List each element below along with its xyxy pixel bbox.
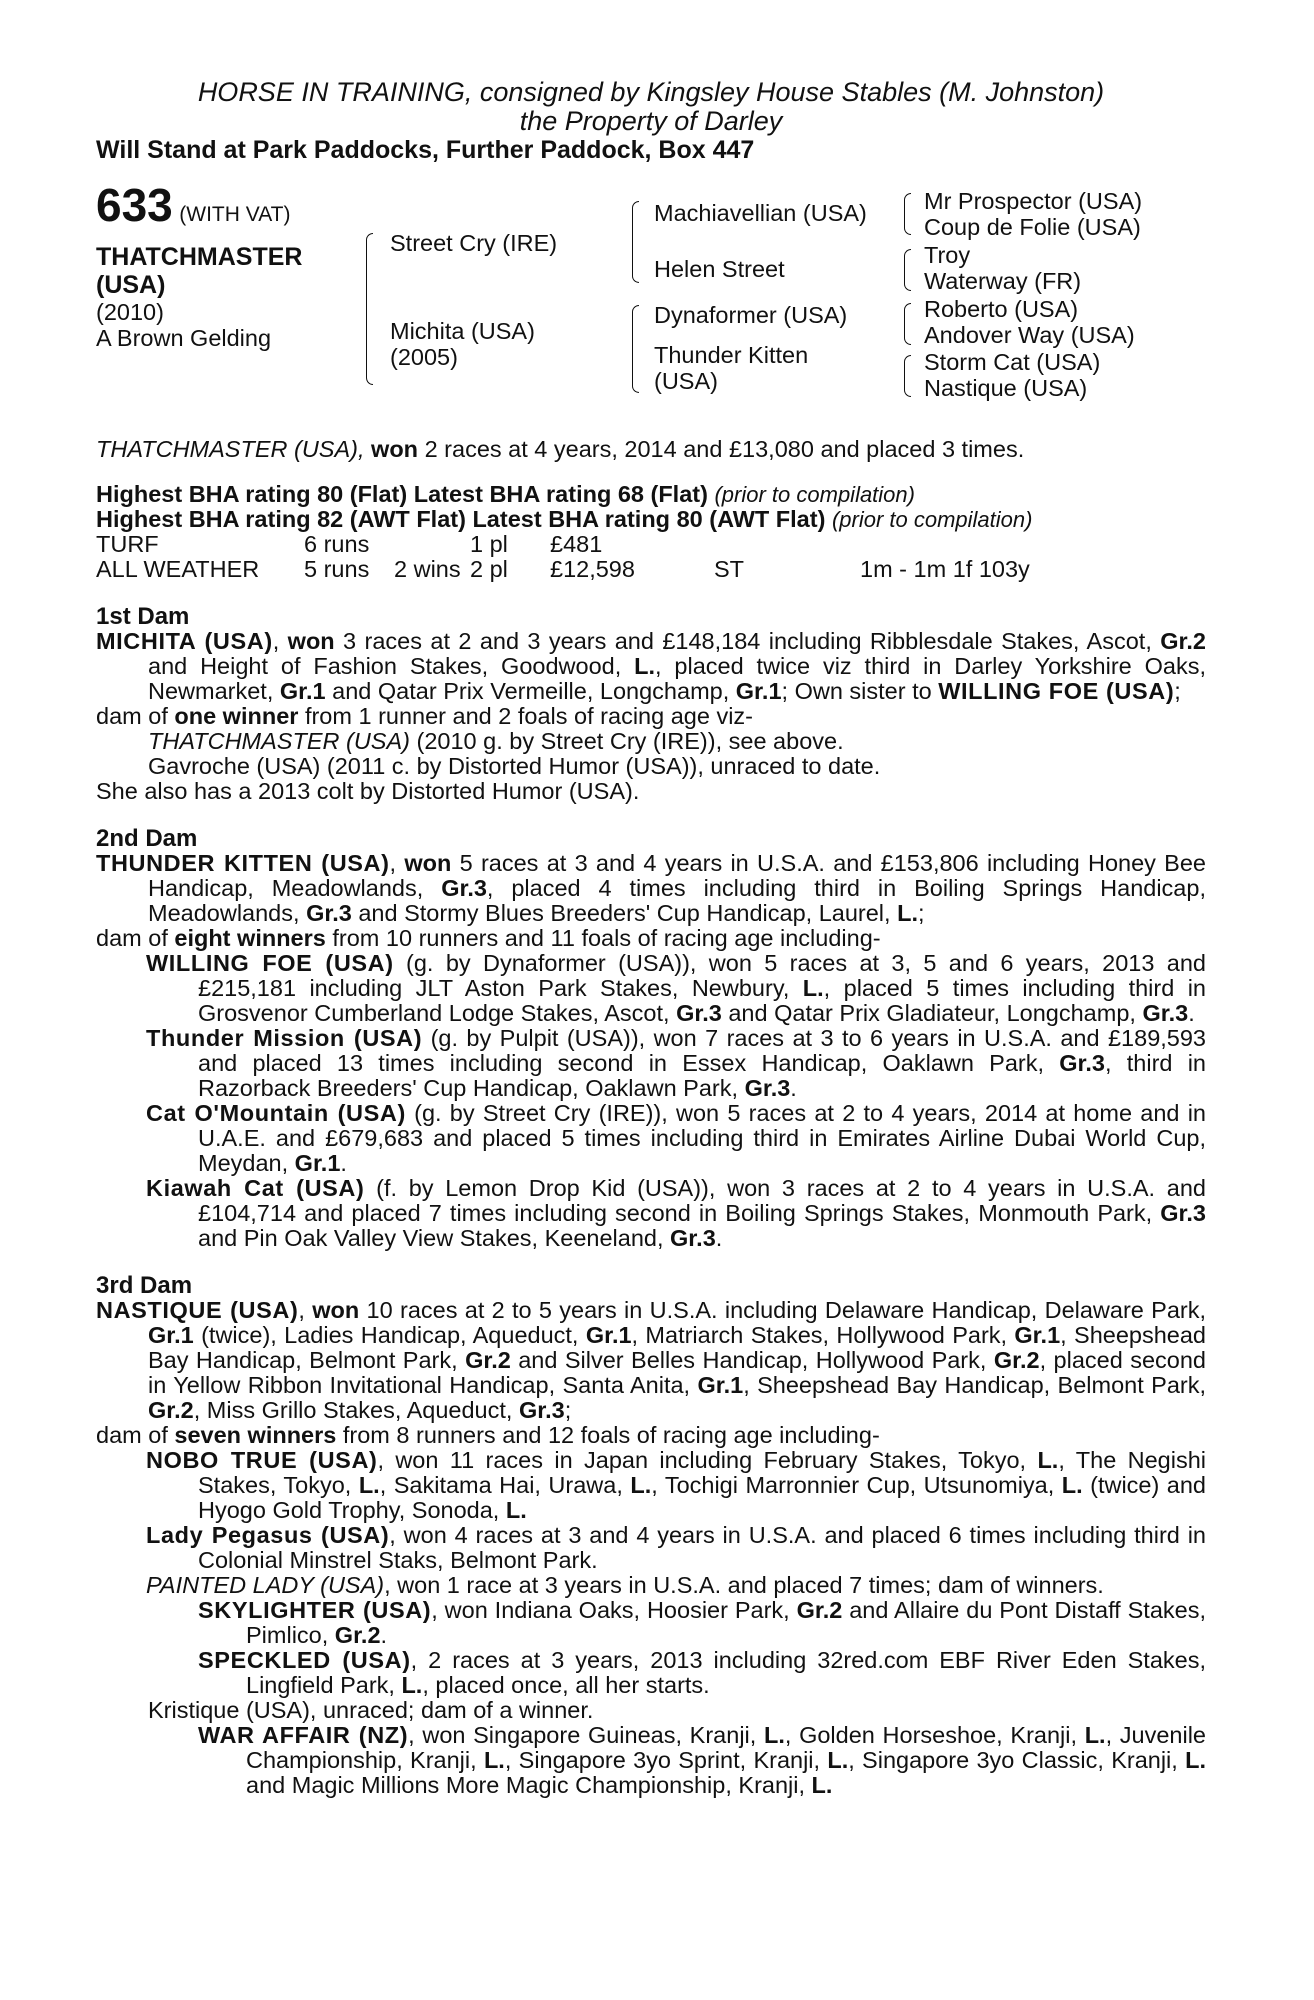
- horse-name-country: (USA): [96, 271, 166, 299]
- sire: Street Cry (IRE): [390, 230, 558, 256]
- foaling-year: (2010): [96, 299, 164, 325]
- third-dam-heading: 3rd Dam: [96, 1272, 193, 1299]
- catalogue-page: [96, 78, 1206, 1798]
- horse-description: A Brown Gelding: [96, 325, 272, 351]
- third-dam-text: NASTIQUE (USA), won 10 races at 2 to 5 years in U.S.A. including Delaware Handicap, Delaware Park, Gr.1 (twice), Ladies Handicap, Aqueduct, Gr.1, Matriarch Stakes, Hollywood Park, Gr.1, Sheepshead Bay Handicap, Belmont Park, Gr.2 and Silver Belles Handicap, Hollywood Park, Gr.2, placed second in Yellow Ribbon Invitational Handicap, Santa Anita, Gr.1, Sheepshead Bay Handicap, Belmont Park, Gr.2, Miss Grillo Stakes, Aqueduct, Gr.3;: [96, 1297, 1207, 1423]
- sire-dam-dam: Waterway (FR): [924, 268, 1082, 294]
- sire-sire-sire: Mr Prospector (USA): [924, 188, 1143, 214]
- first-dam-heading: 1st Dam: [96, 603, 190, 630]
- dam: Michita (USA): [390, 318, 535, 344]
- second-dam-produce-3: Cat O'Mountain (USA) (g. by Street Cry (IRE)), won 5 races at 2 to 4 years, 2014 at home and in U.A.E. and £679,683 and placed 5 times including third in Emirates Airline Dubai World Cup, Meydan, Gr.1.: [146, 1100, 1207, 1176]
- second-dam-heading: 2nd Dam: [96, 825, 198, 852]
- third-dam-grandproduce-2: SPECKLED (USA), 2 races at 3 years, 2013 including 32red.com EBF River Eden Stakes, Lingfield Park, L., placed once, all her starts.: [198, 1647, 1206, 1698]
- third-dam-grandproduce-1: SKYLIGHTER (USA), won Indiana Oaks, Hoosier Park, Gr.2 and Allaire du Pont Distaff Stakes, Pimlico, Gr.2.: [198, 1597, 1206, 1648]
- dam-dam-country: (USA): [654, 368, 718, 394]
- summary-text: 2 races at 4 years, 2014 and £13,080 and placed 3 times.: [424, 436, 1025, 462]
- ratings: [96, 482, 1206, 582]
- rating-awt: Highest BHA rating 82 (AWT Flat) Latest BHA rating 80 (AWT Flat) (prior to compilation): [96, 506, 1033, 532]
- sire-dam: Helen Street: [654, 256, 785, 282]
- pedigree-block: [96, 179, 1206, 423]
- stand-location: Will Stand at Park Paddocks, Further Paddock, Box 447: [96, 136, 755, 164]
- third-dam-produce-3: PAINTED LADY (USA), won 1 race at 3 years in U.S.A. and placed 7 times; dam of winners.: [146, 1572, 1104, 1598]
- second-dam-text: THUNDER KITTEN (USA), won 5 races at 3 and 4 years in U.S.A. and £153,806 including Honey Bee Handicap, Meadowlands, Gr.3, placed 4 times including third in Boiling Springs Handicap, Meadowlands, Gr.3 and Stormy Blues Breeders' Cup Handicap, Laurel, L.;: [96, 850, 1206, 926]
- property-line: the Property of Darley: [519, 106, 783, 136]
- consignor-line: HORSE IN TRAINING, consigned by Kingsley House Stables (M. Johnston): [197, 77, 1105, 107]
- first-dam-produce-2: Gavroche (USA) (2011 c. by Distorted Humor (USA)), unraced to date.: [148, 753, 881, 779]
- brace-ds: [904, 303, 911, 345]
- third-dam-produce-intro: dam of seven winners from 8 runners and 12 foals of racing age including-: [96, 1422, 880, 1448]
- vat-label: (WITH VAT): [179, 203, 291, 226]
- brace-sire-line: [632, 201, 639, 283]
- horse-name: THATCHMASTER: [96, 243, 303, 271]
- sire-sire-dam: Coup de Folie (USA): [924, 214, 1141, 240]
- summary-horse: THATCHMASTER (USA),: [96, 436, 365, 462]
- dam-sire: Dynaformer (USA): [654, 302, 848, 328]
- second-dam-produce-intro: dam of eight winners from 10 runners and 11 foals of racing age including-: [96, 925, 881, 951]
- third-dam-produce-1: NOBO TRUE (USA), won 11 races in Japan including February Stakes, Tokyo, L., The Negishi Stakes, Tokyo, L., Sakitama Hai, Urawa, L., Tochigi Marronnier Cup, Utsunomiya, L. (twice) and Hyogo Gold Trophy, Sonoda, L.: [146, 1447, 1206, 1523]
- brace-sd: [904, 249, 911, 291]
- brace-gen1: [366, 233, 373, 385]
- first-dam-note: She also has a 2013 colt by Distorted Humor (USA).: [96, 778, 640, 804]
- dam-year: (2005): [390, 344, 458, 370]
- rating-flat: Highest BHA rating 80 (Flat) Latest BHA rating 68 (Flat) (prior to compilation): [96, 481, 915, 507]
- first-dam-produce-1: THATCHMASTER (USA) (2010 g. by Street Cry (IRE)), see above.: [148, 728, 844, 754]
- third-dam-grandproduce-3: WAR AFFAIR (NZ), won Singapore Guineas, Kranji, L., Golden Horseshoe, Kranji, L., Juvenile Championship, Kranji, L., Singapore 3yo Sprint, Kranji, L., Singapore 3yo Classic, Kranji, L. and Magic Millions More Magic Championship, Kranji, L.: [198, 1722, 1207, 1798]
- second-dam-produce-4: Kiawah Cat (USA) (f. by Lemon Drop Kid (USA)), won 3 races at 2 to 4 years in U.S.A. and £104,714 and placed 7 times including second in Boiling Springs Stakes, Monmouth Park, Gr.3 and Pin Oak Valley View Stakes, Keeneland, Gr.3.: [146, 1175, 1206, 1251]
- race-summary: [96, 437, 1206, 462]
- dam-sire-dam: Andover Way (USA): [924, 322, 1135, 348]
- summary-won: won: [371, 436, 419, 462]
- sire-sire: Machiavellian (USA): [654, 200, 867, 226]
- record-all-weather: ALL WEATHER 5 runs 2 wins 2 pl £12,598 ST 1m - 1m 1f 103y: [96, 556, 1030, 582]
- record-turf: TURF 6 runs 1 pl £481: [96, 531, 603, 557]
- dam-dam-sire: Storm Cat (USA): [924, 349, 1101, 375]
- brace-dd: [904, 355, 911, 397]
- lot-number: 633: [96, 179, 173, 231]
- dam-dam: Thunder Kitten: [654, 342, 809, 368]
- second-dam-produce-2: Thunder Mission (USA) (g. by Pulpit (USA)), won 7 races at 3 to 6 years in U.S.A. and £189,593 and placed 13 times including second in Essex Handicap, Oaklawn Park, Gr.3, third in Razorback Breeders' Cup Handicap, Oaklawn Park, Gr.3.: [146, 1025, 1207, 1101]
- brace-ss: [904, 193, 911, 235]
- sire-dam-sire: Troy: [924, 242, 971, 268]
- dam-dam-dam: Nastique (USA): [924, 375, 1088, 401]
- brace-dam-line: [632, 305, 639, 393]
- third-dam-produce-2: Lady Pegasus (USA), won 4 races at 3 and 4 years in U.S.A. and placed 6 times including third in Colonial Minstrel Staks, Belmont Park.: [146, 1522, 1207, 1573]
- first-dam-text: MICHITA (USA), won 3 races at 2 and 3 years and £148,184 including Ribblesdale Stakes, Ascot, Gr.2 and Height of Fashion Stakes, Goodwood, L., placed twice viz third in Darley Yorkshire Oaks, Newmarket, Gr.1 and Qatar Prix Vermeille, Longchamp, Gr.1; Own sister to WILLING FOE (USA);: [96, 628, 1206, 704]
- dam-sire-sire: Roberto (USA): [924, 296, 1079, 322]
- second-dam-produce-1: WILLING FOE (USA) (g. by Dynaformer (USA)), won 5 races at 3, 5 and 6 years, 2013 and £215,181 including JLT Aston Park Stakes, Newbury, L., placed 5 times including third in Grosvenor Cumberland Lodge Stakes, Ascot, Gr.3 and Qatar Prix Gladiateur, Longchamp, Gr.3.: [146, 950, 1206, 1026]
- lot-number-line: [96, 179, 291, 231]
- first-dam-produce-intro: dam of one winner from 1 runner and 2 foals of racing age viz-: [96, 703, 753, 729]
- third-dam-produce-4: Kristique (USA), unraced; dam of a winner.: [148, 1697, 594, 1723]
